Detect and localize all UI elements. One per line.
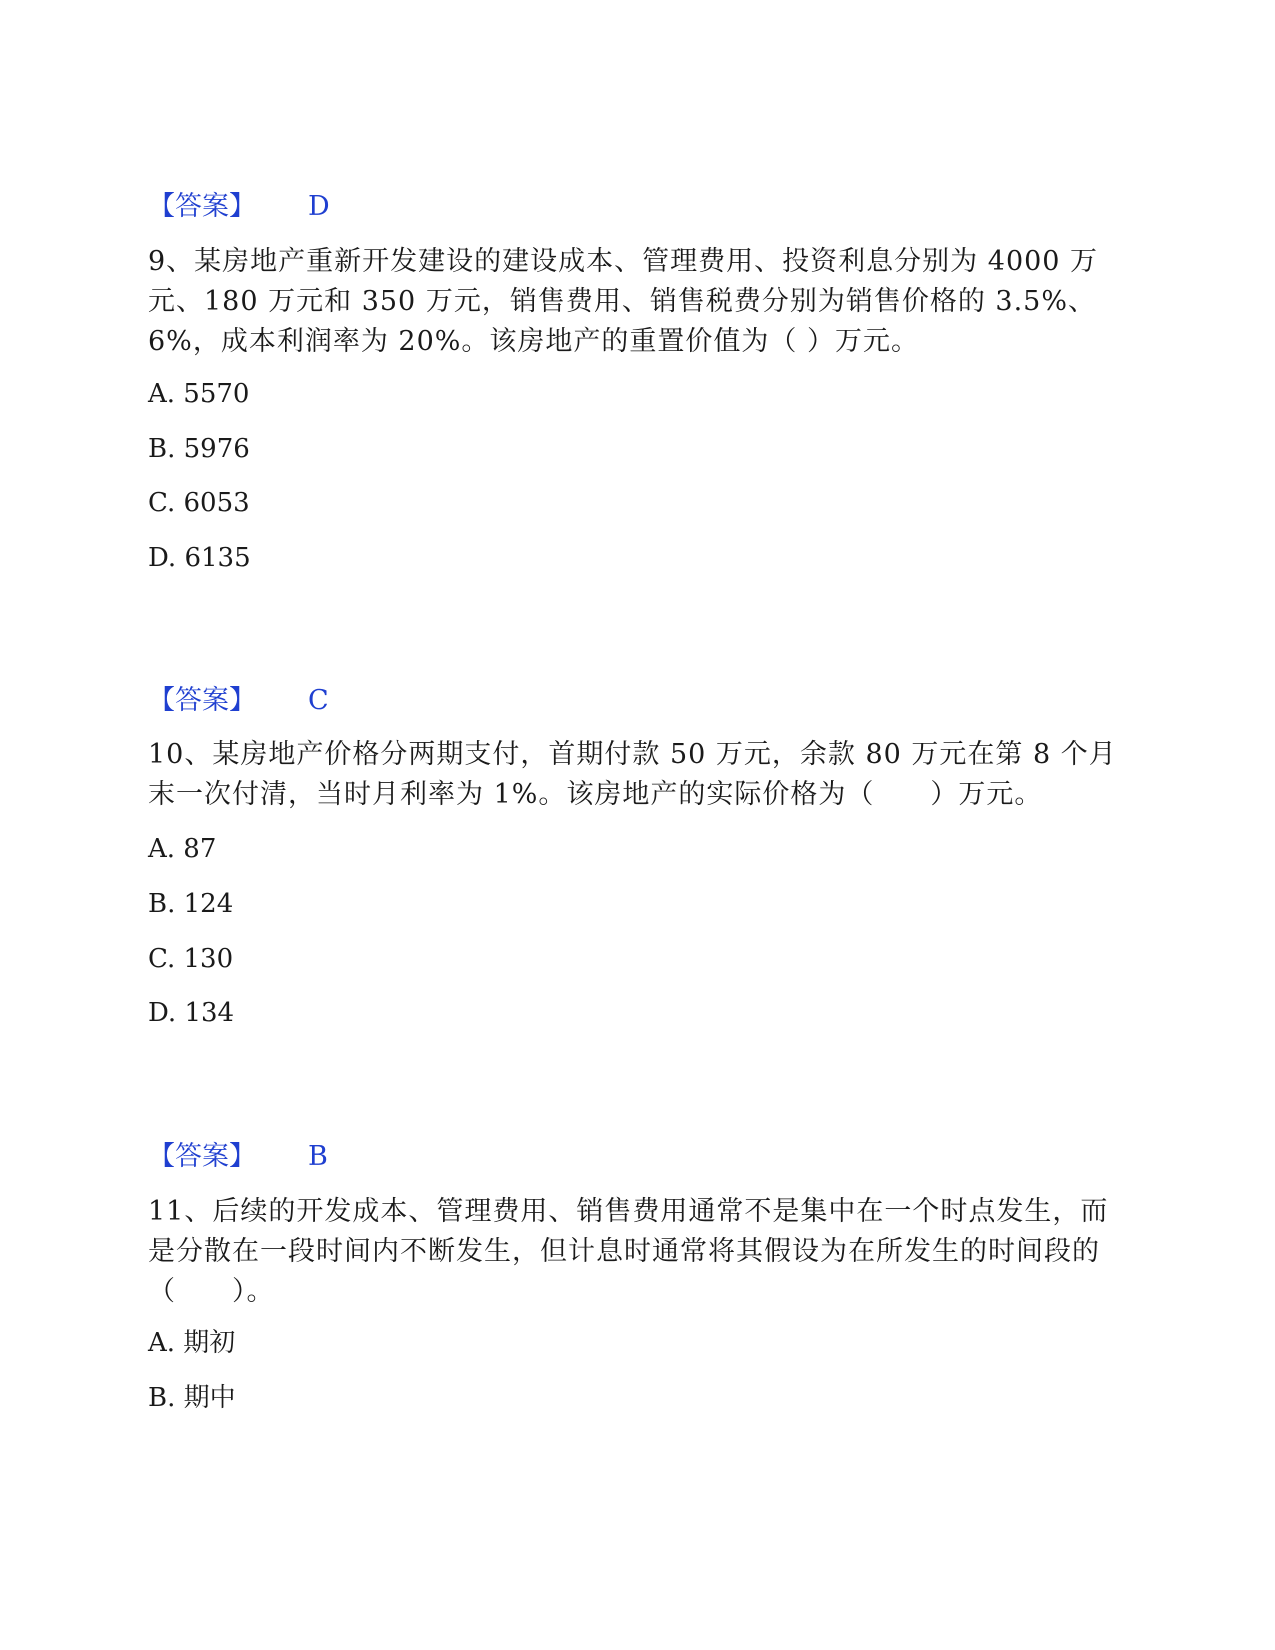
- answer-bracket-open: 【: [148, 191, 175, 222]
- answer-value: D: [308, 191, 330, 222]
- question-text: 11、后续的开发成本、管理费用、销售费用通常不是集中在一个时点发生，而是分散在一段时间内不断发生，但计息时通常将其假设为在所发生的时间段的（ ）。: [148, 1196, 1109, 1307]
- answer-line: [148, 190, 330, 224]
- option-a: A. 期初: [148, 1328, 236, 1358]
- answer-bracket-close: 】: [229, 191, 256, 222]
- option-d: D. 6135: [148, 543, 251, 573]
- option-c: C. 6053: [148, 488, 250, 518]
- option-a: A. 87: [148, 834, 217, 864]
- option-b: B. 5976: [148, 434, 250, 464]
- answer-value: B: [308, 1141, 328, 1172]
- answer-line: [148, 1140, 328, 1174]
- option-d: D. 134: [148, 998, 235, 1028]
- option-a: A. 5570: [148, 379, 250, 409]
- answer-bracket-open: 【: [148, 685, 175, 716]
- question-text: 10、某房地产价格分两期支付，首期付款 50 万元，余款 80 万元在第 8 个月末一次付清，当时月利率为 1%。该房地产的实际价格为（ ）万元。: [148, 739, 1117, 810]
- option-c: C. 130: [148, 944, 234, 974]
- answer-bracket-close: 】: [229, 1141, 256, 1172]
- answer-label: 答案: [175, 1141, 229, 1172]
- answer-label: 答案: [175, 685, 229, 716]
- question-text: 9、某房地产重新开发建设的建设成本、管理费用、投资利息分别为 4000 万元、180 万元和 350 万元，销售费用、销售税费分别为销售价格的 3.5%、6%，成本利润率为 20%。该房地产的重置价值为（ ）万元。: [148, 246, 1099, 357]
- answer-bracket-open: 【: [148, 1141, 175, 1172]
- answer-value: C: [308, 685, 329, 716]
- answer-label: 答案: [175, 191, 229, 222]
- option-b: B. 期中: [148, 1383, 236, 1413]
- answer-bracket-close: 】: [229, 685, 256, 716]
- answer-line: [148, 684, 329, 718]
- option-b: B. 124: [148, 889, 234, 919]
